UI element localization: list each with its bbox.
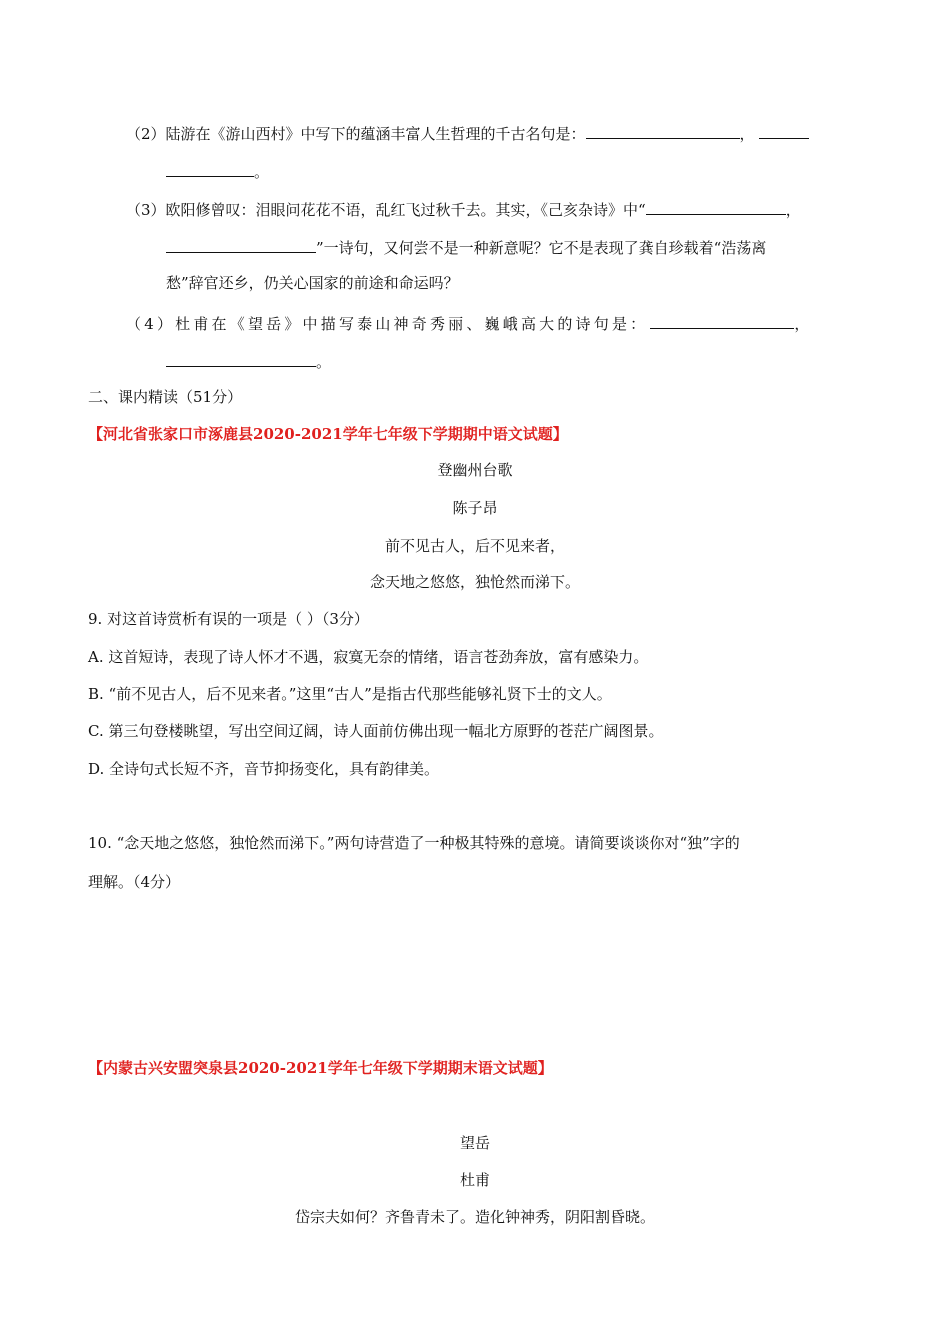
poem-line: 念天地之悠悠，独怆然而涕下。: [369, 573, 580, 591]
answer-blank[interactable]: [586, 122, 740, 139]
question-3-text-cont: ”一诗句，又何尝不是一种新意呢？它不是表现了龚自珍载着“浩荡离: [316, 239, 767, 257]
comma: ，: [785, 201, 801, 219]
question-9-stem: 9. 对这首诗赏析有误的一项是（ ）（3分）: [88, 610, 369, 628]
answer-blank[interactable]: [166, 350, 316, 367]
answer-blank[interactable]: [166, 236, 316, 253]
question-3-text: （3）欧阳修曾叹：泪眼问花花不语，乱红飞过秋千去。其实，《己亥杂诗》中“: [126, 201, 646, 219]
period: 。: [316, 353, 332, 371]
poem-line: 岱宗夫如何？齐鲁青未了。造化钟神秀，阴阳割昏晓。: [294, 1208, 655, 1226]
question-3-line-3: 愁”辞官还乡，仍关心国家的前途和命运吗？: [166, 274, 459, 292]
answer-blank[interactable]: [650, 312, 794, 329]
question-2-line-2: [166, 160, 269, 182]
comma: ，: [794, 315, 813, 333]
question-2-line-1: [126, 122, 809, 144]
poem-author: 杜甫: [459, 1171, 490, 1189]
poem-title: 望岳: [459, 1134, 490, 1152]
poem-author: 陈子昂: [452, 499, 498, 517]
section-heading: 二、课内精读（51分）: [88, 388, 243, 406]
comma: ，: [739, 125, 755, 143]
source-label: 【河北省张家口市涿鹿县2020-2021学年七年级下学期期中语文试题】: [88, 425, 568, 443]
question-4-line-2: [166, 350, 331, 372]
answer-blank[interactable]: [759, 122, 809, 139]
answer-blank[interactable]: [166, 160, 254, 177]
question-4-text: （4）杜甫在《望岳》中描写泰山神奇秀丽、巍峨高大的诗句是：: [126, 315, 649, 333]
answer-blank[interactable]: [646, 198, 786, 215]
question-10-line-2: 理解。（4分）: [88, 873, 181, 891]
poem-title: 登幽州台歌: [437, 461, 513, 479]
option-c: C. 第三句登楼眺望，写出空间辽阔，诗人面前仿佛出现一幅北方原野的苍茫广阔图景。: [88, 722, 664, 740]
period: 。: [254, 163, 270, 181]
option-d: D. 全诗句式长短不齐，音节抑扬变化，具有韵律美。: [88, 760, 440, 778]
question-10-line-1: 10. “念天地之悠悠，独怆然而涕下。”两句诗营造了一种极其特殊的意境。请简要谈谈你对“独”字的: [88, 834, 740, 852]
source-label: 【内蒙古兴安盟突泉县2020-2021学年七年级下学期期末语文试题】: [88, 1059, 553, 1077]
option-a: A. 这首短诗，表现了诗人怀才不遇，寂寞无奈的情绪，语言苍劲奔放，富有感染力。: [88, 648, 649, 666]
question-3-line-1: [126, 198, 801, 220]
question-4-line-1: [126, 312, 813, 334]
option-b: B. “前不见古人，后不见来者。”这里“古人”是指古代那些能够礼贤下士的文人。: [88, 685, 612, 703]
question-3-line-2: [166, 236, 766, 258]
poem-line: 前不见古人，后不见来者，: [384, 537, 565, 555]
question-2-text: （2）陆游在《游山西村》中写下的蕴涵丰富人生哲理的千古名句是：: [126, 125, 586, 143]
